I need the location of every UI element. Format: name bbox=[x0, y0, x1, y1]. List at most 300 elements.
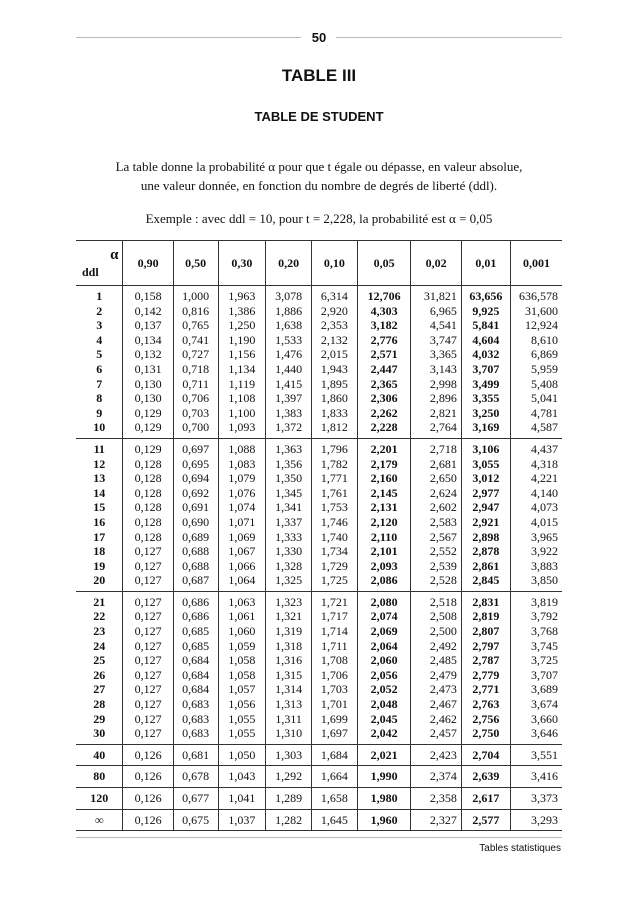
table-value: 4,221 bbox=[531, 471, 558, 486]
ddl-value: 28 bbox=[93, 697, 106, 712]
table-value: 1,440 bbox=[275, 361, 303, 376]
ddl-value: 23 bbox=[93, 624, 106, 639]
intro-line-1: La table donne la probabilité α pour que t égale ou dépasse, en valeur absolue, bbox=[115, 159, 523, 174]
table-value: 0,142 bbox=[134, 303, 162, 318]
table-value: 3,689 bbox=[531, 682, 558, 697]
ddl-value: 13 bbox=[93, 471, 106, 486]
ddl-value: 18 bbox=[93, 544, 106, 559]
table-value: 3,012 bbox=[472, 471, 500, 486]
ddl-cell bbox=[76, 438, 123, 591]
table-value: 3,674 bbox=[531, 697, 558, 712]
table-value: 1,372 bbox=[275, 420, 303, 435]
ddl-value: 5 bbox=[96, 347, 103, 362]
table-value: 1,058 bbox=[228, 653, 256, 668]
table-value: 1,321 bbox=[275, 609, 303, 624]
table-value: 3,646 bbox=[531, 726, 558, 741]
table-value: 1,037 bbox=[228, 812, 256, 827]
ddl-value: 4 bbox=[96, 332, 103, 347]
table-value: 6,965 bbox=[429, 303, 457, 318]
table-value: 1,960 bbox=[370, 812, 398, 827]
table-value: 0,683 bbox=[182, 711, 210, 726]
table-value: 0,127 bbox=[134, 544, 162, 559]
value-cell bbox=[510, 286, 562, 439]
table-value: 2,639 bbox=[472, 769, 500, 784]
value-cell bbox=[123, 788, 173, 810]
alpha-label: α bbox=[110, 247, 119, 263]
column-header: 0,30 bbox=[218, 241, 266, 286]
table-value: 0,128 bbox=[134, 485, 162, 500]
table-value: 1,734 bbox=[320, 544, 348, 559]
table-value: 0,131 bbox=[134, 361, 162, 376]
table-value: 0,688 bbox=[182, 544, 210, 559]
table-value: 2,624 bbox=[429, 485, 457, 500]
table-value: 2,577 bbox=[472, 812, 500, 827]
table-value: 1,963 bbox=[228, 289, 256, 303]
table-value: 0,741 bbox=[182, 332, 210, 347]
table-value: 1,812 bbox=[320, 420, 348, 435]
table-value: 0,706 bbox=[182, 391, 210, 406]
value-cell bbox=[461, 438, 510, 591]
table-value: 5,959 bbox=[531, 361, 558, 376]
table-value: 2,776 bbox=[370, 332, 398, 347]
table-value: 1,701 bbox=[320, 697, 348, 712]
table-value: 12,924 bbox=[525, 318, 558, 333]
table-value: 0,129 bbox=[134, 441, 162, 456]
table-value: 2,447 bbox=[370, 361, 398, 376]
table-value: 2,508 bbox=[429, 609, 457, 624]
value-cell bbox=[266, 809, 312, 831]
value-cell bbox=[312, 438, 358, 591]
table-value: 2,779 bbox=[472, 667, 500, 682]
table-value: 1,316 bbox=[275, 653, 303, 668]
table-value: 1,740 bbox=[320, 529, 348, 544]
table-value: 0,718 bbox=[182, 361, 210, 376]
table-value: 0,126 bbox=[134, 812, 162, 827]
value-cell bbox=[173, 788, 218, 810]
table-value: 0,127 bbox=[134, 726, 162, 741]
value-cell bbox=[312, 744, 358, 766]
value-cell bbox=[266, 744, 312, 766]
table-value: 4,318 bbox=[531, 456, 558, 471]
value-cell bbox=[510, 744, 562, 766]
table-value: 3,745 bbox=[531, 638, 558, 653]
table-value: 1,134 bbox=[228, 361, 256, 376]
table-value: 1,313 bbox=[275, 697, 303, 712]
ddl-value: 22 bbox=[93, 609, 106, 624]
table-value: 3,143 bbox=[429, 361, 457, 376]
table-value: 2,845 bbox=[472, 573, 500, 588]
table-value: 3,850 bbox=[531, 573, 558, 588]
table-value: 1,833 bbox=[320, 405, 348, 420]
table-value: 1,108 bbox=[228, 391, 256, 406]
table-value: 1,064 bbox=[228, 573, 256, 588]
table-value: 2,485 bbox=[429, 653, 457, 668]
table-value: 2,132 bbox=[320, 332, 348, 347]
table-value: 1,156 bbox=[228, 347, 256, 362]
table-value: 3,819 bbox=[531, 594, 558, 609]
ddl-value: 40 bbox=[93, 747, 106, 762]
value-cell bbox=[218, 766, 266, 788]
value-cell bbox=[461, 766, 510, 788]
table-value: 2,819 bbox=[472, 609, 500, 624]
table-value: 0,727 bbox=[182, 347, 210, 362]
table-value: 2,473 bbox=[429, 682, 457, 697]
table-value: 2,704 bbox=[472, 747, 500, 762]
table-value: 2,327 bbox=[429, 812, 457, 827]
table-value: 2,131 bbox=[370, 500, 398, 515]
table-value: 2,764 bbox=[429, 420, 457, 435]
ddl-value: 11 bbox=[93, 441, 105, 456]
table-value: 2,479 bbox=[429, 667, 457, 682]
ddl-cell bbox=[76, 286, 123, 439]
table-value: 0,158 bbox=[134, 289, 162, 303]
value-cell bbox=[218, 286, 266, 439]
table-value: 0,688 bbox=[182, 558, 210, 573]
table-value: 1,071 bbox=[228, 514, 256, 529]
table-value: 0,134 bbox=[134, 332, 162, 347]
table-value: 1,315 bbox=[275, 667, 303, 682]
table-value: 0,692 bbox=[182, 485, 210, 500]
table-value: 4,303 bbox=[370, 303, 398, 318]
table-value: 1,711 bbox=[321, 638, 348, 653]
table-value: 0,129 bbox=[134, 405, 162, 420]
table-value: 0,127 bbox=[134, 697, 162, 712]
table-value: 2,015 bbox=[320, 347, 348, 362]
ddl-value: 10 bbox=[93, 420, 106, 435]
table-value: 1,980 bbox=[370, 791, 398, 805]
table-value: 1,328 bbox=[275, 558, 303, 573]
value-cell bbox=[461, 809, 510, 831]
table-value: 1,746 bbox=[320, 514, 348, 529]
table-value: 1,729 bbox=[320, 558, 348, 573]
table-value: 3,416 bbox=[531, 769, 558, 784]
table-value: 0,130 bbox=[134, 391, 162, 406]
table-value: 2,101 bbox=[370, 544, 398, 559]
value-cell bbox=[173, 591, 218, 744]
table-value: 2,492 bbox=[429, 638, 457, 653]
table-value: 1,056 bbox=[228, 697, 256, 712]
table-value: 2,056 bbox=[370, 667, 398, 682]
table-value: 1,060 bbox=[228, 624, 256, 639]
table-value: 12,706 bbox=[367, 289, 401, 303]
value-cell bbox=[173, 286, 218, 439]
table-value: 2,462 bbox=[429, 711, 457, 726]
table-value: 0,127 bbox=[134, 682, 162, 697]
ddl-value: 20 bbox=[93, 573, 106, 588]
value-cell bbox=[123, 286, 173, 439]
student-table bbox=[76, 240, 562, 831]
ddl-value: 26 bbox=[93, 667, 106, 682]
table-value: 2,160 bbox=[370, 471, 398, 486]
table-value: 1,699 bbox=[320, 711, 348, 726]
table-value: 2,807 bbox=[472, 624, 500, 639]
table-value: 4,781 bbox=[531, 405, 558, 420]
value-cell bbox=[218, 744, 266, 766]
table-value: 2,756 bbox=[472, 711, 500, 726]
table-value: 2,539 bbox=[429, 558, 457, 573]
table-value: 0,700 bbox=[182, 420, 210, 435]
table-value: 3,551 bbox=[531, 747, 558, 762]
table-value: 1,041 bbox=[228, 791, 256, 805]
ddl-value: 27 bbox=[93, 682, 106, 697]
table-value: 1,067 bbox=[228, 544, 256, 559]
ddl-value: 9 bbox=[96, 405, 103, 420]
table-value: 2,457 bbox=[429, 726, 457, 741]
table-value: 4,604 bbox=[472, 332, 500, 347]
value-cell bbox=[411, 286, 461, 439]
value-cell bbox=[357, 744, 411, 766]
table-value: 0,765 bbox=[182, 318, 210, 333]
table-value: 1,059 bbox=[228, 638, 256, 653]
page-title: TABLE III bbox=[281, 66, 357, 85]
table-value: 2,021 bbox=[370, 747, 398, 762]
table-value: 4,015 bbox=[531, 514, 558, 529]
table-value: 0,127 bbox=[134, 711, 162, 726]
table-value: 2,500 bbox=[429, 624, 457, 639]
table-value: 2,358 bbox=[429, 791, 457, 805]
table-value: 2,179 bbox=[370, 456, 398, 471]
table-value: 1,886 bbox=[275, 303, 303, 318]
table-value: 0,126 bbox=[134, 791, 162, 805]
table-value: 2,145 bbox=[370, 485, 398, 500]
table-value: 3,922 bbox=[531, 544, 558, 559]
table-value: 1,658 bbox=[320, 791, 348, 805]
ddl-cell bbox=[76, 809, 123, 831]
value-cell bbox=[218, 438, 266, 591]
table-value: 4,073 bbox=[531, 500, 558, 515]
table-value: 0,691 bbox=[182, 500, 210, 515]
value-cell bbox=[312, 809, 358, 831]
table-value: 2,861 bbox=[472, 558, 500, 573]
table-value: 31,821 bbox=[423, 289, 457, 303]
table-value: 2,898 bbox=[472, 529, 500, 544]
table-value: 1,990 bbox=[370, 769, 398, 784]
table-value: 2,518 bbox=[429, 594, 457, 609]
ddl-value: 14 bbox=[93, 485, 106, 500]
table-value: 3,365 bbox=[429, 347, 457, 362]
value-cell bbox=[218, 788, 266, 810]
table-value: 1,341 bbox=[275, 500, 303, 515]
table-value: 2,571 bbox=[370, 347, 398, 362]
table-value: 3,169 bbox=[472, 420, 500, 435]
table-value: 3,965 bbox=[531, 529, 558, 544]
ddl-value: 24 bbox=[93, 638, 106, 653]
value-cell bbox=[173, 438, 218, 591]
table-value: 2,052 bbox=[370, 682, 398, 697]
table-value: 1,100 bbox=[228, 405, 256, 420]
table-value: 3,373 bbox=[531, 791, 558, 805]
table-value: 3,660 bbox=[531, 711, 558, 726]
table-value: 2,045 bbox=[370, 711, 398, 726]
table-value: 1,638 bbox=[275, 318, 303, 333]
value-cell bbox=[312, 788, 358, 810]
table-value: 3,355 bbox=[472, 391, 500, 406]
table-value: 2,262 bbox=[370, 405, 398, 420]
table-value: 0,127 bbox=[134, 558, 162, 573]
table-value: 1,415 bbox=[275, 376, 303, 391]
ddl-value: 19 bbox=[93, 558, 106, 573]
table-row-group bbox=[76, 788, 562, 810]
table-value: 4,140 bbox=[531, 485, 558, 500]
value-cell bbox=[218, 809, 266, 831]
table-value: 1,943 bbox=[320, 361, 348, 376]
table-value: 1,310 bbox=[275, 726, 303, 741]
table-value: 2,567 bbox=[429, 529, 457, 544]
table-value: 1,318 bbox=[275, 638, 303, 653]
table-value: 0,681 bbox=[182, 747, 210, 762]
value-cell bbox=[123, 591, 173, 744]
table-value: 4,587 bbox=[531, 420, 558, 435]
ddl-value: 80 bbox=[93, 769, 106, 784]
ddl-value: 17 bbox=[93, 529, 106, 544]
value-cell bbox=[461, 286, 510, 439]
table-value: 3,883 bbox=[531, 558, 558, 573]
table-value: 1,725 bbox=[320, 573, 348, 588]
table-body bbox=[76, 286, 562, 831]
table-row-group bbox=[76, 286, 562, 439]
table-value: 2,086 bbox=[370, 573, 398, 588]
table-value: 2,583 bbox=[429, 514, 457, 529]
column-header: 0,20 bbox=[266, 241, 312, 286]
table-value: 0,128 bbox=[134, 471, 162, 486]
ddl-value: 29 bbox=[93, 711, 106, 726]
table-value: 2,423 bbox=[429, 747, 457, 762]
table-value: 0,128 bbox=[134, 514, 162, 529]
table-value: 1,093 bbox=[228, 420, 256, 435]
value-cell bbox=[411, 744, 461, 766]
table-value: 1,088 bbox=[228, 441, 256, 456]
table-value: 3,707 bbox=[531, 667, 558, 682]
table-row-group bbox=[76, 591, 562, 744]
table-value: 4,437 bbox=[531, 441, 558, 456]
table-value: 2,797 bbox=[472, 638, 500, 653]
table-value: 1,782 bbox=[320, 456, 348, 471]
table-value: 3,293 bbox=[531, 812, 558, 827]
table-value: 1,250 bbox=[228, 318, 256, 333]
table-value: 0,127 bbox=[134, 594, 162, 609]
table-value: 1,363 bbox=[275, 441, 303, 456]
column-header: 0,01 bbox=[461, 241, 510, 286]
table-value: 1,043 bbox=[228, 769, 256, 784]
table-value: 1,476 bbox=[275, 347, 303, 362]
page-subtitle: TABLE DE STUDENT bbox=[254, 109, 384, 124]
ddl-value: 3 bbox=[96, 318, 103, 333]
column-header: 0,90 bbox=[123, 241, 173, 286]
table-value: 2,467 bbox=[429, 697, 457, 712]
value-cell bbox=[357, 591, 411, 744]
value-cell bbox=[266, 788, 312, 810]
table-value: 1,325 bbox=[275, 573, 303, 588]
table-value: 2,617 bbox=[472, 791, 500, 805]
ddl-value: 7 bbox=[96, 376, 103, 391]
table-value: 0,684 bbox=[182, 653, 210, 668]
ddl-value: 6 bbox=[96, 361, 103, 376]
example-text: Exemple : avec ddl = 10, pour t = 2,228, la probabilité est α = 0,05 bbox=[145, 211, 493, 226]
value-cell bbox=[266, 286, 312, 439]
table-value: 6,869 bbox=[531, 347, 558, 362]
table-value: 2,763 bbox=[472, 697, 500, 712]
table-value: 0,129 bbox=[134, 420, 162, 435]
table-value: 0,683 bbox=[182, 726, 210, 741]
table-row-group bbox=[76, 438, 562, 591]
table-value: 2,977 bbox=[472, 485, 500, 500]
value-cell bbox=[510, 788, 562, 810]
table-value: 2,528 bbox=[429, 573, 457, 588]
table-value: 1,303 bbox=[275, 747, 303, 762]
table-value: 1,074 bbox=[228, 500, 256, 515]
table-value: 5,041 bbox=[531, 391, 558, 406]
table-value: 2,831 bbox=[472, 594, 500, 609]
table-value: 1,057 bbox=[228, 682, 256, 697]
table-value: 2,920 bbox=[320, 303, 348, 318]
table-value: 636,578 bbox=[519, 289, 558, 303]
table-value: 1,345 bbox=[275, 485, 303, 500]
intro-text bbox=[90, 157, 548, 195]
table-value: 0,697 bbox=[182, 441, 210, 456]
page-number: 50 bbox=[311, 30, 327, 45]
table-value: 1,796 bbox=[320, 441, 348, 456]
table-value: 3,747 bbox=[429, 332, 457, 347]
table-value: 1,761 bbox=[320, 485, 348, 500]
value-cell bbox=[461, 788, 510, 810]
table-value: 3,055 bbox=[472, 456, 500, 471]
table-value: 2,120 bbox=[370, 514, 398, 529]
value-cell bbox=[461, 744, 510, 766]
table-value: 3,707 bbox=[472, 361, 500, 376]
value-cell bbox=[266, 591, 312, 744]
table-value: 2,896 bbox=[429, 391, 457, 406]
table-value: 1,771 bbox=[320, 471, 348, 486]
value-cell bbox=[357, 788, 411, 810]
table-value: 6,314 bbox=[320, 289, 348, 303]
table-value: 1,076 bbox=[228, 485, 256, 500]
ddl-label: ddl bbox=[82, 265, 99, 279]
table-value: 0,685 bbox=[182, 638, 210, 653]
value-cell bbox=[123, 438, 173, 591]
value-cell bbox=[312, 591, 358, 744]
table-value: 2,365 bbox=[370, 376, 398, 391]
table-value: 0,694 bbox=[182, 471, 210, 486]
table-value: 0,126 bbox=[134, 769, 162, 784]
table-value: 1,314 bbox=[275, 682, 303, 697]
value-cell bbox=[123, 766, 173, 788]
table-value: 1,055 bbox=[228, 711, 256, 726]
table-value: 0,130 bbox=[134, 376, 162, 391]
table-value: 3,182 bbox=[370, 318, 398, 333]
table-value: 1,703 bbox=[320, 682, 348, 697]
table-value: 0,127 bbox=[134, 573, 162, 588]
value-cell bbox=[461, 591, 510, 744]
table-value: 1,397 bbox=[275, 391, 303, 406]
value-cell bbox=[357, 438, 411, 591]
table-value: 8,610 bbox=[531, 332, 558, 347]
table-value: 0,686 bbox=[182, 594, 210, 609]
table-value: 0,128 bbox=[134, 456, 162, 471]
value-cell bbox=[411, 766, 461, 788]
ddl-cell bbox=[76, 788, 123, 810]
value-cell bbox=[173, 744, 218, 766]
table-row-group bbox=[76, 766, 562, 788]
table-value: 0,690 bbox=[182, 514, 210, 529]
table-value: 2,787 bbox=[472, 653, 500, 668]
table-value: 1,717 bbox=[320, 609, 348, 624]
table-value: 1,061 bbox=[228, 609, 256, 624]
table-value: 0,687 bbox=[182, 573, 210, 588]
column-header: 0,02 bbox=[411, 241, 461, 286]
table-value: 1,895 bbox=[320, 376, 348, 391]
table-value: 1,058 bbox=[228, 667, 256, 682]
table-value: 0,128 bbox=[134, 500, 162, 515]
